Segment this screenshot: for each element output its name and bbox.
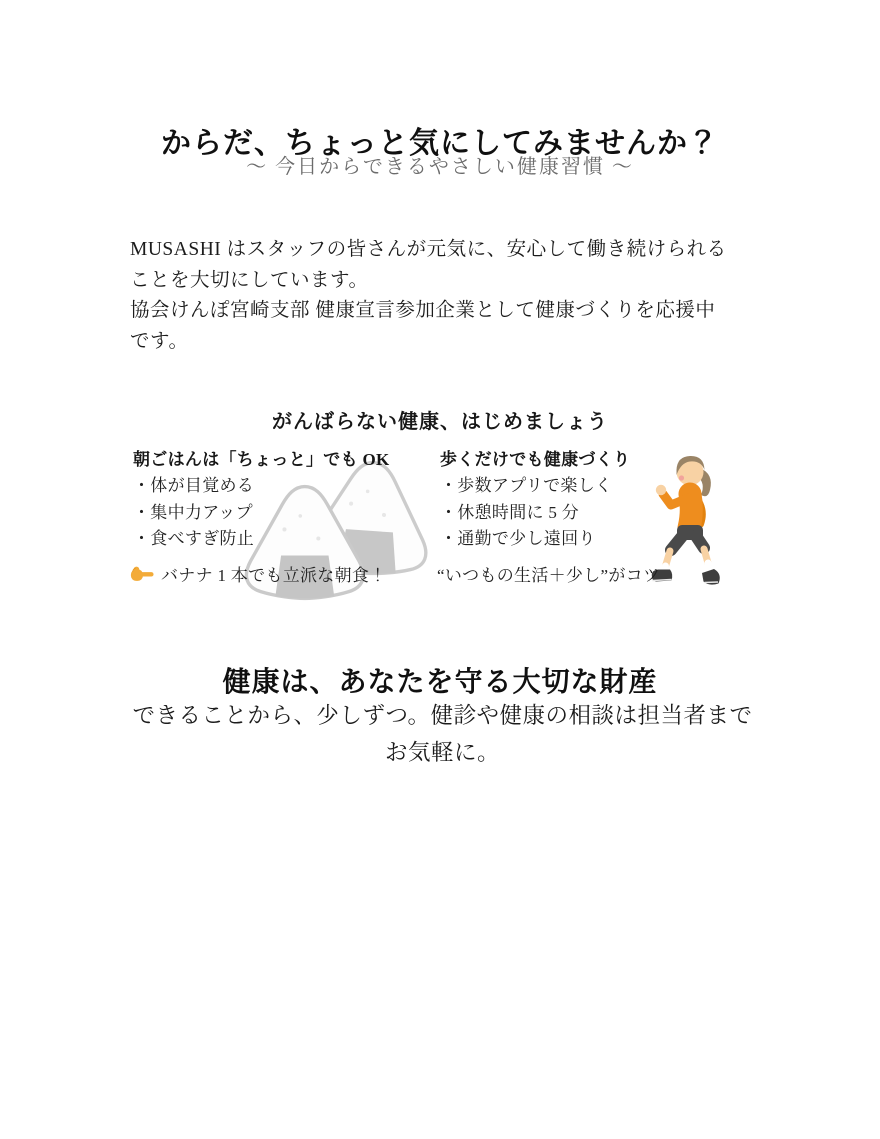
bullet-item: ・食べすぎ防止 bbox=[133, 529, 255, 549]
intro-paragraph bbox=[130, 235, 762, 357]
breakfast-tips-column bbox=[133, 447, 433, 553]
walking-tips-column bbox=[440, 447, 670, 553]
bullet-item: ・休憩時間に 5 分 bbox=[440, 502, 579, 522]
walking-column-header: 歩くだけでも健康づくり bbox=[440, 450, 631, 469]
bullet-item: ・体が目覚める bbox=[133, 476, 255, 496]
intro-line: です。 bbox=[130, 330, 189, 352]
page-subtitle: ～ 今日からできるやさしい健康習慣 ～ bbox=[246, 156, 634, 178]
pointing-right-hand-icon bbox=[130, 565, 154, 582]
bullet-item: ・歩数アプリで楽しく bbox=[440, 476, 613, 496]
page-title: からだ、ちょっと気にしてみませんか？ bbox=[161, 127, 719, 161]
intro-line: 協会けんぽ宮崎支部 健康宣言参加企業として健康づくりを応援中 bbox=[130, 300, 716, 322]
breakfast-footer-note bbox=[130, 561, 387, 586]
intro-line: ことを大切にしています。 bbox=[130, 269, 369, 291]
breakfast-footer-text: バナナ 1 本でも立派な朝食！ bbox=[161, 566, 387, 585]
breakfast-column-header: 朝ごはんは「ちょっと」でも OK bbox=[133, 450, 390, 469]
bullet-item: ・集中力アップ bbox=[133, 502, 253, 522]
closing-heading: 健康は、あなたを守る大切な財産 bbox=[222, 667, 658, 699]
closing-text bbox=[130, 697, 755, 771]
intro-line: MUSASHI はスタッフの皆さんが元気に、安心して働き続けられる bbox=[130, 239, 727, 260]
closing-line: できることから、少しずつ。健診や健康の相談は担当者まで bbox=[132, 703, 753, 728]
closing-line: お気軽に。 bbox=[384, 740, 500, 765]
walking-footer-note bbox=[437, 561, 660, 586]
section-heading: がんばらない健康、はじめましょう bbox=[272, 411, 608, 433]
bullet-item: ・通勤で少し遠回り bbox=[440, 529, 596, 549]
walking-footer-text: “いつもの生活＋少し”がコツ bbox=[437, 566, 661, 585]
